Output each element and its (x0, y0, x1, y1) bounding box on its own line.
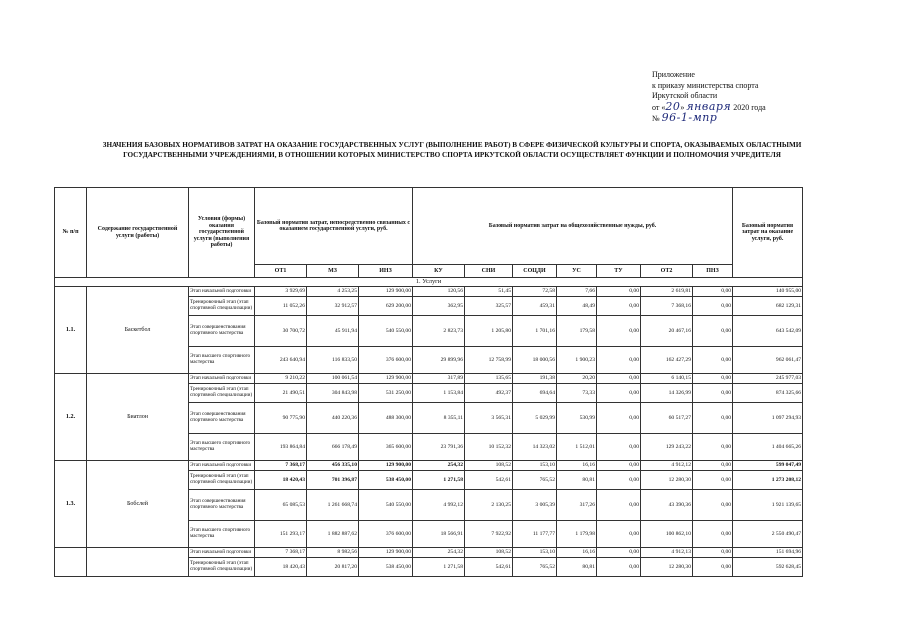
value-cell: 162 427,29 (641, 347, 693, 374)
value-cell: 9 210,22 (255, 374, 307, 384)
value-cell: 0,00 (597, 434, 641, 461)
value-cell: 29 899,96 (413, 347, 465, 374)
handwritten-month: января (686, 99, 732, 113)
stage-label: Тренировочный этап (этап спортивной специализации) (189, 297, 255, 316)
table-row (55, 548, 803, 558)
stage-label: Этап начальной подготовки (189, 461, 255, 471)
value-cell: 80,81 (557, 558, 597, 577)
value-cell: 694,64 (513, 384, 557, 403)
value-cell: 0,00 (597, 521, 641, 548)
value-cell: 1 205,80 (465, 316, 513, 347)
value-cell: 254,32 (413, 548, 465, 558)
table-row (55, 287, 803, 297)
value-cell: 629 200,00 (359, 297, 413, 316)
value-cell: 1 512,01 (557, 434, 597, 461)
value-cell: 599 047,49 (733, 461, 803, 471)
value-cell: 0,00 (693, 471, 733, 490)
value-cell: 8 982,56 (307, 548, 359, 558)
value-cell: 1 153,84 (413, 384, 465, 403)
cost-standards-table (54, 187, 803, 577)
value-cell: 2 823,73 (413, 316, 465, 347)
value-cell: 530,99 (557, 403, 597, 434)
value-cell: 30 700,72 (255, 316, 307, 347)
value-cell: 254,32 (413, 461, 465, 471)
value-cell: 100 061,54 (307, 374, 359, 384)
value-cell: 153,10 (513, 461, 557, 471)
header-total: Базовый норматив затрат на оказание услуги, руб. (733, 188, 803, 278)
stage-label: Этап совершенствования спортивного мастерства (189, 490, 255, 521)
value-cell: 4 253,25 (307, 287, 359, 297)
value-cell: 1 701,16 (513, 316, 557, 347)
annex-line-2: к приказу министерства спорта (652, 80, 759, 90)
value-cell: 16,16 (557, 548, 597, 558)
value-cell: 151 694,96 (733, 548, 803, 558)
value-cell: 14 326,99 (641, 384, 693, 403)
value-cell: 8 355,11 (413, 403, 465, 434)
value-cell: 0,00 (597, 374, 641, 384)
value-cell: 18 420,43 (255, 471, 307, 490)
value-cell: 73,33 (557, 384, 597, 403)
value-cell: 80,81 (557, 471, 597, 490)
stage-label: Тренировочный этап (этап спортивной специализации) (189, 558, 255, 577)
value-cell: 874 325,66 (733, 384, 803, 403)
value-cell: 1 179,98 (557, 521, 597, 548)
value-cell: 11 177,77 (513, 521, 557, 548)
value-cell: 108,52 (465, 461, 513, 471)
value-cell: 2 550 490,47 (733, 521, 803, 548)
value-cell: 0,00 (693, 384, 733, 403)
subheader-cell: ОТ1 (255, 265, 307, 278)
header-content: Содержание государственной услуги (работы) (87, 188, 189, 278)
value-cell: 2 619,81 (641, 287, 693, 297)
value-cell: 7 368,16 (641, 297, 693, 316)
value-cell: 60 517,27 (641, 403, 693, 434)
value-cell: 129 900,00 (359, 374, 413, 384)
value-cell: 100 862,10 (641, 521, 693, 548)
value-cell: 135,65 (465, 374, 513, 384)
value-cell: 538 450,00 (359, 471, 413, 490)
value-cell: 488 300,00 (359, 403, 413, 434)
group-index: 1.1. (55, 287, 87, 374)
value-cell: 12 280,30 (641, 471, 693, 490)
value-cell: 11 052,26 (255, 297, 307, 316)
value-cell: 4 912,12 (641, 461, 693, 471)
value-cell: 129 900,00 (359, 548, 413, 558)
stage-label: Этап совершенствования спортивного мастерства (189, 403, 255, 434)
value-cell: 682 129,31 (733, 297, 803, 316)
value-cell: 6 140,15 (641, 374, 693, 384)
subheader-cell: ПНЗ (693, 265, 733, 278)
value-cell: 1 921 139,65 (733, 490, 803, 521)
subheader-cell: СОЦДИ (513, 265, 557, 278)
value-cell: 7,66 (557, 287, 597, 297)
stage-label: Этап совершенствования спортивного мастерства (189, 316, 255, 347)
value-cell: 0,00 (693, 316, 733, 347)
subheader-cell: ОТ2 (641, 265, 693, 278)
value-cell: 129 900,00 (359, 287, 413, 297)
value-cell: 0,00 (597, 471, 641, 490)
value-cell: 304 843,98 (307, 384, 359, 403)
stage-label: Этап высшего спортивного мастерства (189, 521, 255, 548)
value-cell: 531 250,00 (359, 384, 413, 403)
subheader-cell: УС (557, 265, 597, 278)
value-cell: 65 085,53 (255, 490, 307, 521)
group-index: 1.2. (55, 374, 87, 461)
value-cell: 0,00 (693, 287, 733, 297)
value-cell: 317,26 (557, 490, 597, 521)
value-cell: 191,38 (513, 374, 557, 384)
value-cell: 540 550,00 (359, 490, 413, 521)
value-cell: 0,00 (597, 558, 641, 577)
value-cell: 0,00 (597, 297, 641, 316)
value-cell: 120,56 (413, 287, 465, 297)
value-cell: 765,52 (513, 471, 557, 490)
value-cell: 23 791,36 (413, 434, 465, 461)
value-cell: 540 550,00 (359, 316, 413, 347)
value-cell: 12 758,99 (465, 347, 513, 374)
value-cell: 962 061,47 (733, 347, 803, 374)
stage-label: Этап начальной подготовки (189, 287, 255, 297)
value-cell: 0,00 (693, 558, 733, 577)
group-sport: Баскетбол (87, 287, 189, 374)
value-cell: 20,20 (557, 374, 597, 384)
value-cell: 0,00 (693, 490, 733, 521)
value-cell: 4 992,12 (413, 490, 465, 521)
value-cell: 1 261 668,74 (307, 490, 359, 521)
value-cell: 7 368,17 (255, 461, 307, 471)
value-cell: 592 628,45 (733, 558, 803, 577)
value-cell: 193 864,84 (255, 434, 307, 461)
value-cell: 72,58 (513, 287, 557, 297)
value-cell: 0,00 (693, 374, 733, 384)
value-cell: 376 600,00 (359, 347, 413, 374)
value-cell: 16,16 (557, 461, 597, 471)
value-cell: 666 178,49 (307, 434, 359, 461)
value-cell: 362,95 (413, 297, 465, 316)
value-cell: 365 600,00 (359, 434, 413, 461)
value-cell: 0,00 (597, 403, 641, 434)
value-cell: 7 922,92 (465, 521, 513, 548)
value-cell: 179,58 (557, 316, 597, 347)
value-cell: 542,61 (465, 558, 513, 577)
value-cell: 0,00 (597, 287, 641, 297)
value-cell: 0,00 (597, 548, 641, 558)
value-cell: 10 152,32 (465, 434, 513, 461)
value-cell: 5 029,99 (513, 403, 557, 434)
stage-label: Этап высшего спортивного мастерства (189, 434, 255, 461)
value-cell: 18 420,43 (255, 558, 307, 577)
value-cell: 1 404 665,26 (733, 434, 803, 461)
value-cell: 90 775,90 (255, 403, 307, 434)
subheader-cell: МЗ (307, 265, 359, 278)
value-cell: 0,00 (693, 347, 733, 374)
group-sport: Биатлон (87, 374, 189, 461)
value-cell: 0,00 (597, 490, 641, 521)
section-title: 1. Услуги (55, 278, 803, 287)
group-sport: Бобслей (87, 461, 189, 548)
value-cell: 32 912,57 (307, 297, 359, 316)
value-cell: 12 280,30 (641, 558, 693, 577)
stage-label: Тренировочный этап (этап спортивной специализации) (189, 384, 255, 403)
table-row (55, 374, 803, 384)
value-cell: 21 490,51 (255, 384, 307, 403)
value-cell: 0,00 (693, 521, 733, 548)
subheader-cell: СНИ (465, 265, 513, 278)
value-cell: 0,00 (597, 384, 641, 403)
annex-line-1: Приложение (652, 70, 695, 79)
value-cell: 3 005,39 (513, 490, 557, 521)
value-cell: 325,57 (465, 297, 513, 316)
value-cell: 1 273 208,12 (733, 471, 803, 490)
value-cell: 43 390,36 (641, 490, 693, 521)
value-cell: 3 929,69 (255, 287, 307, 297)
value-cell: 0,00 (597, 461, 641, 471)
stage-label: Этап начальной подготовки (189, 548, 255, 558)
header-direct-costs: Базовый норматив затрат, непосредственно связанных с оказанием государственной услуги, руб. (255, 188, 413, 265)
value-cell: 18 566,91 (413, 521, 465, 548)
value-cell: 129 900,00 (359, 461, 413, 471)
stage-label: Этап высшего спортивного мастерства (189, 347, 255, 374)
value-cell: 492,37 (465, 384, 513, 403)
value-cell: 116 833,50 (307, 347, 359, 374)
value-cell: 0,00 (693, 434, 733, 461)
subheader-cell: ТУ (597, 265, 641, 278)
annex-number-line: № 96-1-мпр (652, 111, 718, 124)
value-cell: 3 565,31 (465, 403, 513, 434)
value-cell: 18 000,56 (513, 347, 557, 374)
value-cell: 1 882 887,62 (307, 521, 359, 548)
header-num: № п/п (55, 188, 87, 278)
value-cell: 0,00 (693, 548, 733, 558)
stage-label: Тренировочный этап (этап спортивной специализации) (189, 471, 255, 490)
value-cell: 51,45 (465, 287, 513, 297)
group-sport (87, 548, 189, 577)
value-cell: 542,61 (465, 471, 513, 490)
annex-date-line: от «20» января 2020 года (652, 99, 766, 113)
value-cell: 45 911,94 (307, 316, 359, 347)
value-cell: 0,00 (597, 316, 641, 347)
value-cell: 701 396,87 (307, 471, 359, 490)
value-cell: 765,52 (513, 558, 557, 577)
value-cell: 1 097 294,93 (733, 403, 803, 434)
header-conditions: Условия (формы) оказания государственной услуги (выполнения работы) (189, 188, 255, 278)
group-index: 1.3. (55, 461, 87, 548)
value-cell: 376 600,00 (359, 521, 413, 548)
value-cell: 643 542,09 (733, 316, 803, 347)
subheader-cell: ИНЗ (359, 265, 413, 278)
annex-line-3: Иркутской области (652, 91, 718, 100)
value-cell: 0,00 (597, 347, 641, 374)
value-cell: 0,00 (693, 403, 733, 434)
value-cell: 440 220,36 (307, 403, 359, 434)
table-body (55, 278, 803, 577)
value-cell: 129 243,22 (641, 434, 693, 461)
value-cell: 4 912,13 (641, 548, 693, 558)
value-cell: 153,10 (513, 548, 557, 558)
value-cell: 20 467,16 (641, 316, 693, 347)
value-cell: 456 335,10 (307, 461, 359, 471)
value-cell: 151 293,17 (255, 521, 307, 548)
stage-label: Этап начальной подготовки (189, 374, 255, 384)
table-row (55, 461, 803, 471)
value-cell: 0,00 (693, 297, 733, 316)
value-cell: 243 640,94 (255, 347, 307, 374)
value-cell: 459,31 (513, 297, 557, 316)
annex-block (652, 70, 852, 125)
handwritten-number: 96-1-мпр (661, 111, 718, 124)
value-cell: 108,52 (465, 548, 513, 558)
header-general-costs: Базовый норматив затрат на общехозяйственные нужды, руб. (413, 188, 733, 265)
value-cell: 20 817,20 (307, 558, 359, 577)
group-index (55, 548, 87, 577)
value-cell: 14 323,02 (513, 434, 557, 461)
subheader-cell: КУ (413, 265, 465, 278)
value-cell: 245 977,03 (733, 374, 803, 384)
document-title: ЗНАЧЕНИЯ БАЗОВЫХ НОРМАТИВОВ ЗАТРАТ НА ОКАЗАНИЕ ГОСУДАРСТВЕННЫХ УСЛУГ (ВЫПОЛНЕНИЕ РАБОТ) В СФЕРЕ ФИЗИЧЕСКОЙ КУЛЬТУРЫ И СПОРТА, ОКАЗЫВАЕМЫХ ОБЛАСТНЫМИ ГОСУДАРСТВЕННЫМИ УЧРЕЖДЕНИЯМИ, В ОТНОШЕНИИ КОТОРЫХ МИНИСТЕРСТВО СПОРТА ИРКУТСКОЙ ОБЛАСТИ ОСУЩЕСТВЛЯЕТ ФУНКЦИИ И ПОЛНОМОЧИЯ УЧРЕДИТЕЛЯ (102, 141, 802, 159)
value-cell: 1 271,58 (413, 471, 465, 490)
value-cell: 48,49 (557, 297, 597, 316)
value-cell: 0,00 (693, 461, 733, 471)
value-cell: 538 450,00 (359, 558, 413, 577)
handwritten-day: 20 (665, 99, 681, 113)
value-cell: 7 368,17 (255, 548, 307, 558)
value-cell: 1 271,58 (413, 558, 465, 577)
value-cell: 317,89 (413, 374, 465, 384)
value-cell: 2 130,25 (465, 490, 513, 521)
value-cell: 1 900,23 (557, 347, 597, 374)
value-cell: 140 955,00 (733, 287, 803, 297)
